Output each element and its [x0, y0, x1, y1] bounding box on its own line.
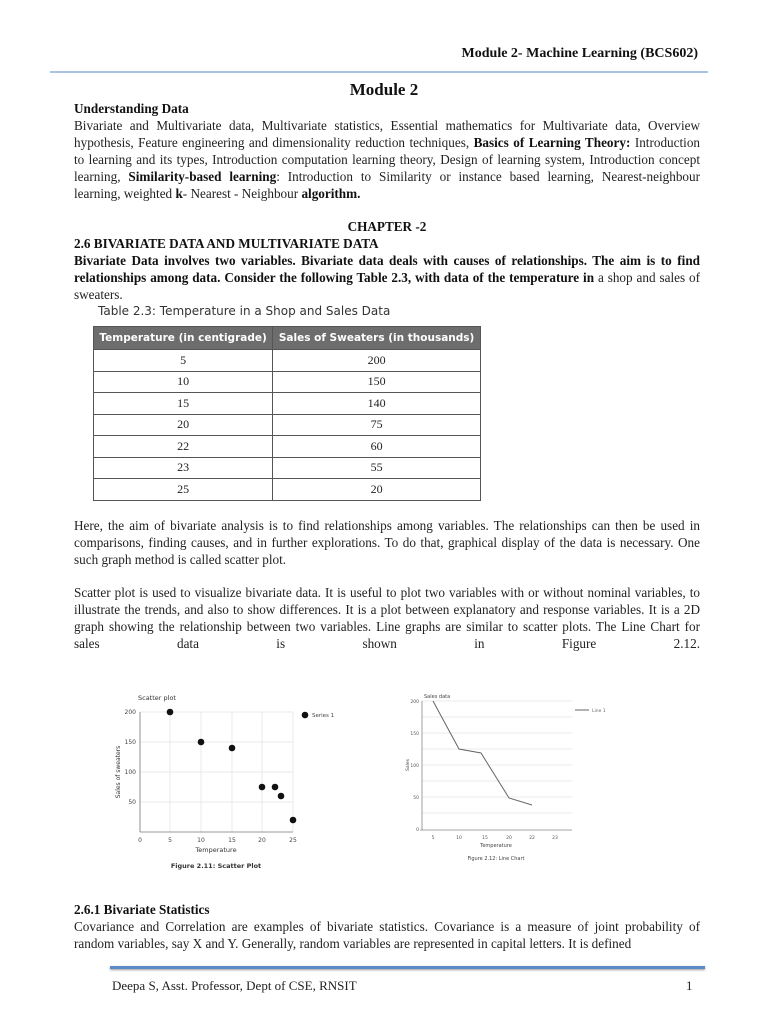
x-tick: 10 — [197, 837, 205, 844]
scatter-y-ticks — [125, 709, 137, 806]
running-header: Module 2- Machine Learning (BCS602) — [461, 46, 698, 61]
cell-temperature: 20 — [94, 414, 273, 436]
y-tick: 200 — [124, 709, 136, 716]
legend-marker — [302, 712, 309, 719]
x-tick: 5 — [168, 837, 172, 844]
scatter-x-label: Temperature — [195, 846, 237, 854]
line-title: Sales data — [424, 694, 451, 700]
y-tick: 50 — [128, 799, 136, 806]
x-tick: 22 — [529, 836, 535, 841]
chapter-block — [74, 218, 700, 303]
line-chart-figure — [392, 690, 652, 875]
x-tick: 10 — [456, 836, 462, 841]
syllabus-bold-3: k — [175, 186, 183, 201]
subsection-text: Covariance and Correlation are examples of bivariate statistics. Covariance is a measure of joint probability of random variables, say X and Y. Generally, random variables are represented in capital letters. It is defined — [74, 919, 700, 951]
table-row — [94, 457, 481, 479]
cell-temperature: 15 — [94, 393, 273, 415]
page-title: Module 2 — [349, 80, 419, 99]
table-row — [94, 393, 481, 415]
line-y-label: Sales — [406, 759, 411, 771]
syllabus-text-3: : Introduction to Similarity or instance based learning, Nearest-neighbour learning, weighted — [74, 169, 700, 201]
paragraph-scatter-plot: Scatter plot is used to visualize bivariate data. It is useful to plot two variables with or without nominal variables, to illustrate the trends, and also to show differences. It is a plot between explanatory and response variables. It is a 2D graph showing the relationship between two variables. Line graphs are similar to scatter plots. The Line Chart for sales data is shown in Figure 2.12. — [74, 585, 700, 651]
scatter-grid — [140, 712, 293, 832]
x-tick: 25 — [289, 837, 297, 844]
line-legend-label: Line 1 — [592, 709, 606, 714]
scatter-caption: Figure 2.11: Scatter Plot — [170, 862, 262, 870]
footer-author: Deepa S, Asst. Professor, Dept of CSE, RNSIT — [112, 978, 357, 993]
col-header-sales: Sales of Sweaters (in thousands) — [273, 327, 481, 350]
table-header-row — [94, 327, 481, 350]
chapter-intro-rest: a shop and sales of sweaters. — [74, 270, 700, 302]
footer-divider — [110, 966, 705, 969]
x-tick: 23 — [552, 836, 558, 841]
cell-temperature: 25 — [94, 479, 273, 501]
cell-temperature: 23 — [94, 457, 273, 479]
subsection-block — [74, 901, 700, 952]
cell-sales: 55 — [273, 457, 481, 479]
x-tick: 0 — [138, 837, 142, 844]
section-heading: 2.6 BIVARIATE DATA AND MULTIVARIATE DATA — [74, 236, 379, 251]
chapter-label: CHAPTER -2 — [347, 219, 427, 234]
paragraph-bivariate-analysis: Here, the aim of bivariate analysis is to find relationships among variables. The relationships can then be used in comparisons, finding causes, and in further explorations. To do that, graphical display of the data is necessary. One such graph method is called scatter plot. — [74, 518, 700, 567]
x-tick: 15 — [228, 837, 236, 844]
x-tick: 15 — [482, 836, 488, 841]
line-x-ticks — [432, 835, 558, 841]
x-tick: 5 — [431, 836, 435, 841]
cell-temperature: 22 — [94, 436, 273, 458]
chapter-intro — [74, 252, 700, 303]
cell-temperature: 10 — [94, 371, 273, 393]
x-tick: 20 — [506, 836, 512, 841]
cell-sales: 20 — [273, 479, 481, 501]
y-tick: 100 — [410, 764, 419, 769]
y-tick: 150 — [124, 739, 136, 746]
line-x-label: Temperature — [480, 843, 512, 849]
syllabus-text-2: Introduction to learning and its types, Introduction computation learning theory, Design of learning system, Introduction concept learning, — [74, 135, 701, 184]
syllabus-text — [74, 117, 700, 202]
syllabus-bold-1: Basics of Learning Theory: — [473, 135, 631, 150]
scatter-legend-label: Series 1 — [312, 713, 335, 719]
table-row — [94, 350, 481, 372]
scatter-y-label: Sales of sweaters — [115, 745, 122, 799]
syllabus-block — [74, 100, 700, 202]
y-tick: 0 — [416, 828, 419, 833]
scatter-points — [167, 709, 297, 824]
syllabus-text-1: Bivariate and Multivariate data, Multivariate statistics, Essential mathematics for Multivariate data, Overview hypothesis, Feature engineering and dimensionality reduction techniques, — [74, 118, 700, 150]
col-header-temperature: Temperature (in centigrade) — [94, 327, 273, 350]
cell-temperature: 5 — [94, 350, 273, 372]
cell-sales: 200 — [273, 350, 481, 372]
data-table — [93, 326, 481, 501]
syllabus-text-4: - Nearest - Neighbour — [182, 186, 302, 201]
y-tick: 50 — [413, 796, 419, 801]
syllabus-heading: Understanding Data — [74, 101, 189, 116]
cell-sales: 60 — [273, 436, 481, 458]
cell-sales: 75 — [273, 414, 481, 436]
y-tick: 150 — [410, 732, 419, 737]
scatter-plot-figure — [108, 690, 348, 875]
scatter-x-ticks — [138, 837, 297, 844]
y-tick: 100 — [124, 769, 136, 776]
x-tick: 20 — [258, 837, 266, 844]
subsection-heading: 2.6.1 Bivariate Statistics — [74, 902, 210, 917]
chapter-intro-bold: Bivariate Data involves two variables. Bivariate data deals with causes of relationships. The aim is to find relationships among data. Consider the following Table 2.3, with data of the temperature in — [74, 253, 700, 285]
table-row — [94, 436, 481, 458]
cell-sales: 140 — [273, 393, 481, 415]
line-grid — [422, 701, 572, 813]
table-row — [94, 414, 481, 436]
cell-sales: 150 — [273, 371, 481, 393]
header-divider — [50, 71, 708, 73]
line-axes — [420, 701, 572, 830]
line-series — [433, 701, 532, 805]
table-row — [94, 371, 481, 393]
scatter-title: Scatter plot — [138, 694, 176, 702]
table-row — [94, 479, 481, 501]
syllabus-bold-4: algorithm. — [301, 186, 361, 201]
y-tick: 200 — [410, 700, 419, 705]
syllabus-bold-2: Similarity-based learning — [128, 169, 277, 184]
table-caption: Table 2.3: Temperature in a Shop and Sales Data — [98, 304, 391, 318]
line-caption: Figure 2.12: Line Chart — [467, 856, 525, 862]
page-number: 1 — [686, 978, 693, 993]
line-y-ticks — [410, 699, 419, 833]
